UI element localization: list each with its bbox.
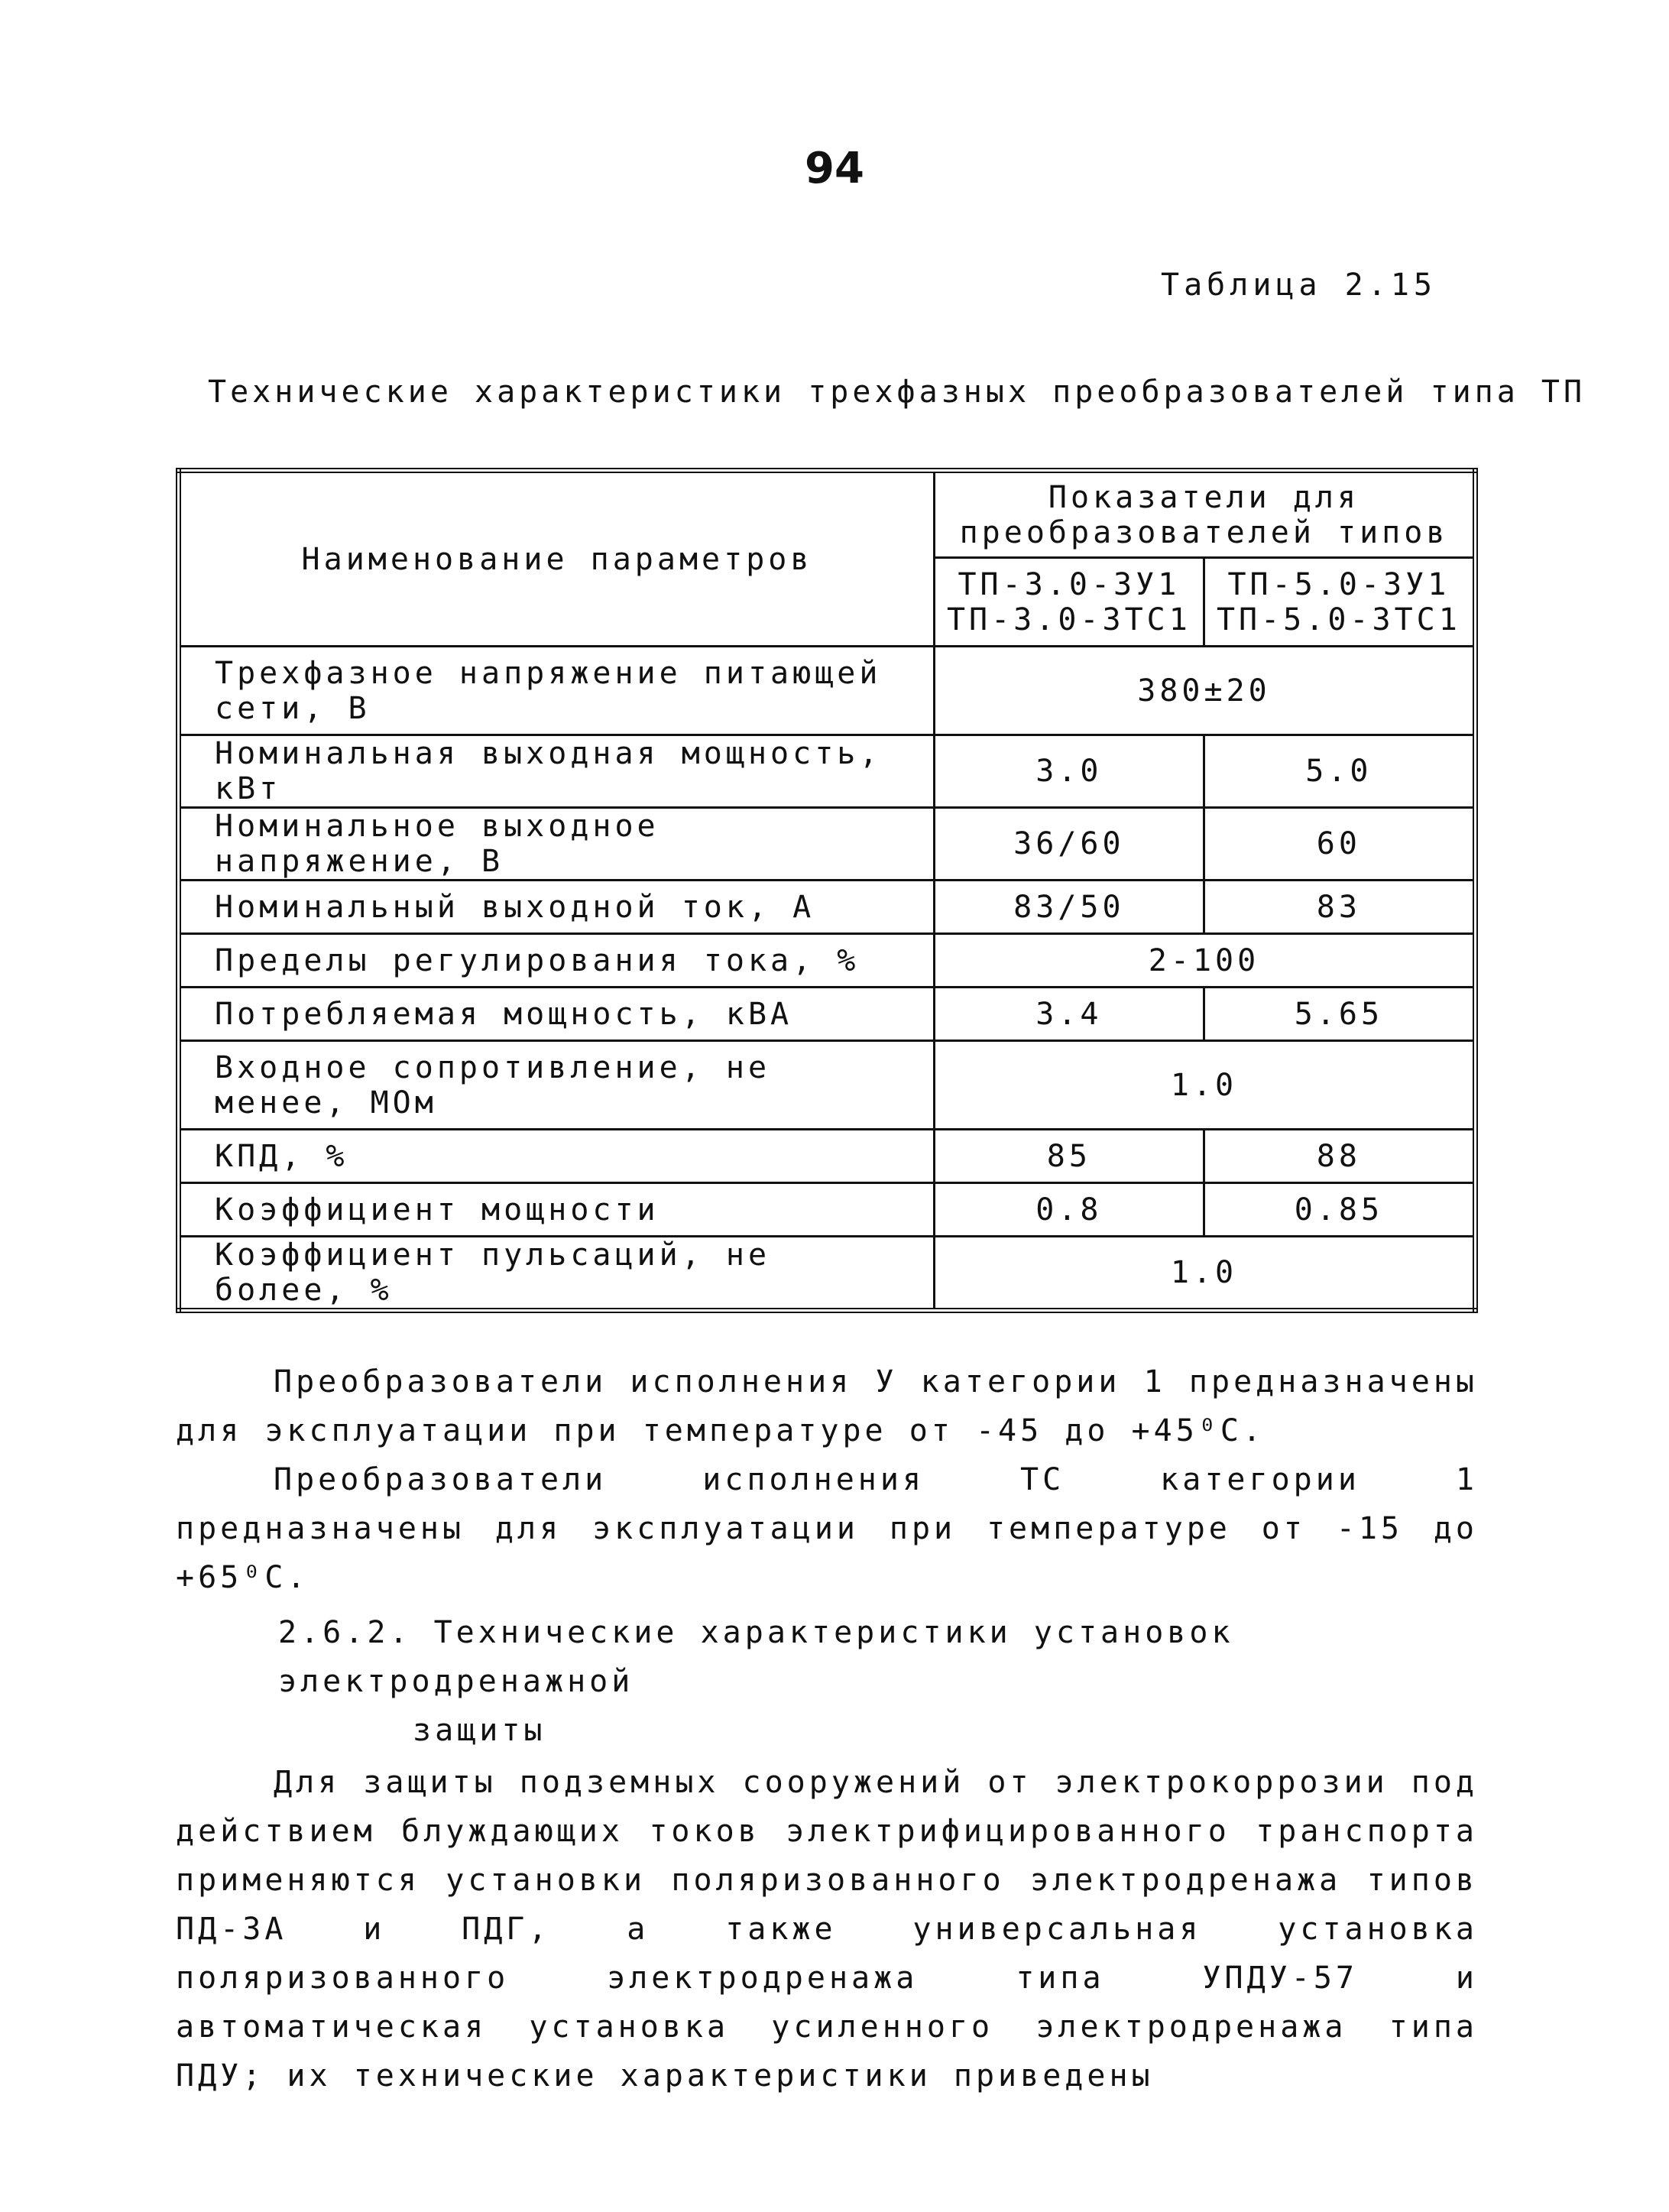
row-value-col1: 0.8 [935,1183,1204,1237]
paragraph-u-category [176,1357,1478,1455]
body-paragraph-text: Для защиты подземных сооружений от электрокоррозии под действием блуждающих токов электрифицированного транспорта применяются установки поляризованного электродренажа типов ПД-3А и ПДГ, а также универсальная установка поляризованного электродренажа типа УПДУ-57 и автоматическая установка усиленного электродренажа типа ПДУ; их технические характеристики приведены [176,1765,1478,2094]
table-label: Таблица 2.15 [1161,268,1437,303]
row-name: Потребляемая мощность, кВА [179,988,935,1041]
header-col2 [1204,558,1475,647]
row-value-col2: 60 [1204,808,1475,881]
table-row [179,735,1476,808]
row-value-merged: 1.0 [935,1041,1476,1130]
table-row [179,808,1476,881]
row-value-merged: 2-100 [935,934,1476,988]
spec-table [176,468,1478,1313]
section-number: 2.6.2. [278,1615,412,1650]
header-col2-line1: ТП-5.0-3У1 [1227,566,1450,602]
row-value-col1: 3.4 [935,988,1204,1041]
table-row [179,647,1476,735]
table-row [179,1041,1476,1130]
page-number: 94 [805,144,864,193]
table-row [179,1237,1476,1311]
header-col2-line2: ТП-5.0-3ТС1 [1216,602,1461,637]
table-header-row [179,471,1476,558]
row-name: Входное сопротивление, не менее, МОм [179,1041,935,1130]
row-name: Номинальное выходное напряжение, В [179,808,935,881]
section-title-line2: защиты [413,1713,546,1748]
row-value-col2: 83 [1204,881,1475,934]
table-row [179,881,1476,934]
header-col1 [935,558,1204,647]
paragraph-tc-category-text: Преобразователи исполнения ТС категории 1 предназначены для эксплуатации при температуре от -15 до +65⁰С. [176,1462,1478,1595]
row-value-merged: 1.0 [935,1237,1476,1311]
body-paragraph [176,1758,1478,2100]
header-col1-line2: ТП-3.0-3ТС1 [946,602,1191,637]
section-heading [278,1608,1478,1755]
row-name: Номинальный выходной ток, А [179,881,935,934]
table-row [179,988,1476,1041]
paragraph-tc-category [176,1455,1478,1602]
row-name: Коэффициент пульсаций, не более, % [179,1237,935,1311]
row-name: Номинальная выходная мощность, кВт [179,735,935,808]
row-name: КПД, % [179,1130,935,1183]
row-value-col2: 88 [1204,1130,1475,1183]
header-col1-line1: ТП-3.0-3У1 [958,566,1181,602]
table-row [179,1183,1476,1237]
row-value-col2: 0.85 [1204,1183,1475,1237]
row-name: Коэффициент мощности [179,1183,935,1237]
row-value-col2: 5.65 [1204,988,1475,1041]
row-value-col1: 83/50 [935,881,1204,934]
row-value-col2: 5.0 [1204,735,1475,808]
section-title-line1: Технические характеристики установок электродренажной [278,1615,1234,1699]
header-group: Показатели для преобразователей типов [935,471,1476,558]
header-name: Наименование параметров [179,471,935,647]
row-name: Трехфазное напряжение питающей сети, В [179,647,935,735]
paragraph-u-category-text: Преобразователи исполнения У категории 1 предназначены для эксплуатации при температуре от -45 до +45⁰С. [176,1364,1478,1448]
table-row [179,1130,1476,1183]
row-value-merged: 380±20 [935,647,1476,735]
row-value-col1: 85 [935,1130,1204,1183]
row-value-col1: 3.0 [935,735,1204,808]
table-row [179,934,1476,988]
row-name: Пределы регулирования тока, % [179,934,935,988]
table-title: Технические характеристики трехфазных преобразователей типа ТП [208,375,1586,410]
row-value-col1: 36/60 [935,808,1204,881]
